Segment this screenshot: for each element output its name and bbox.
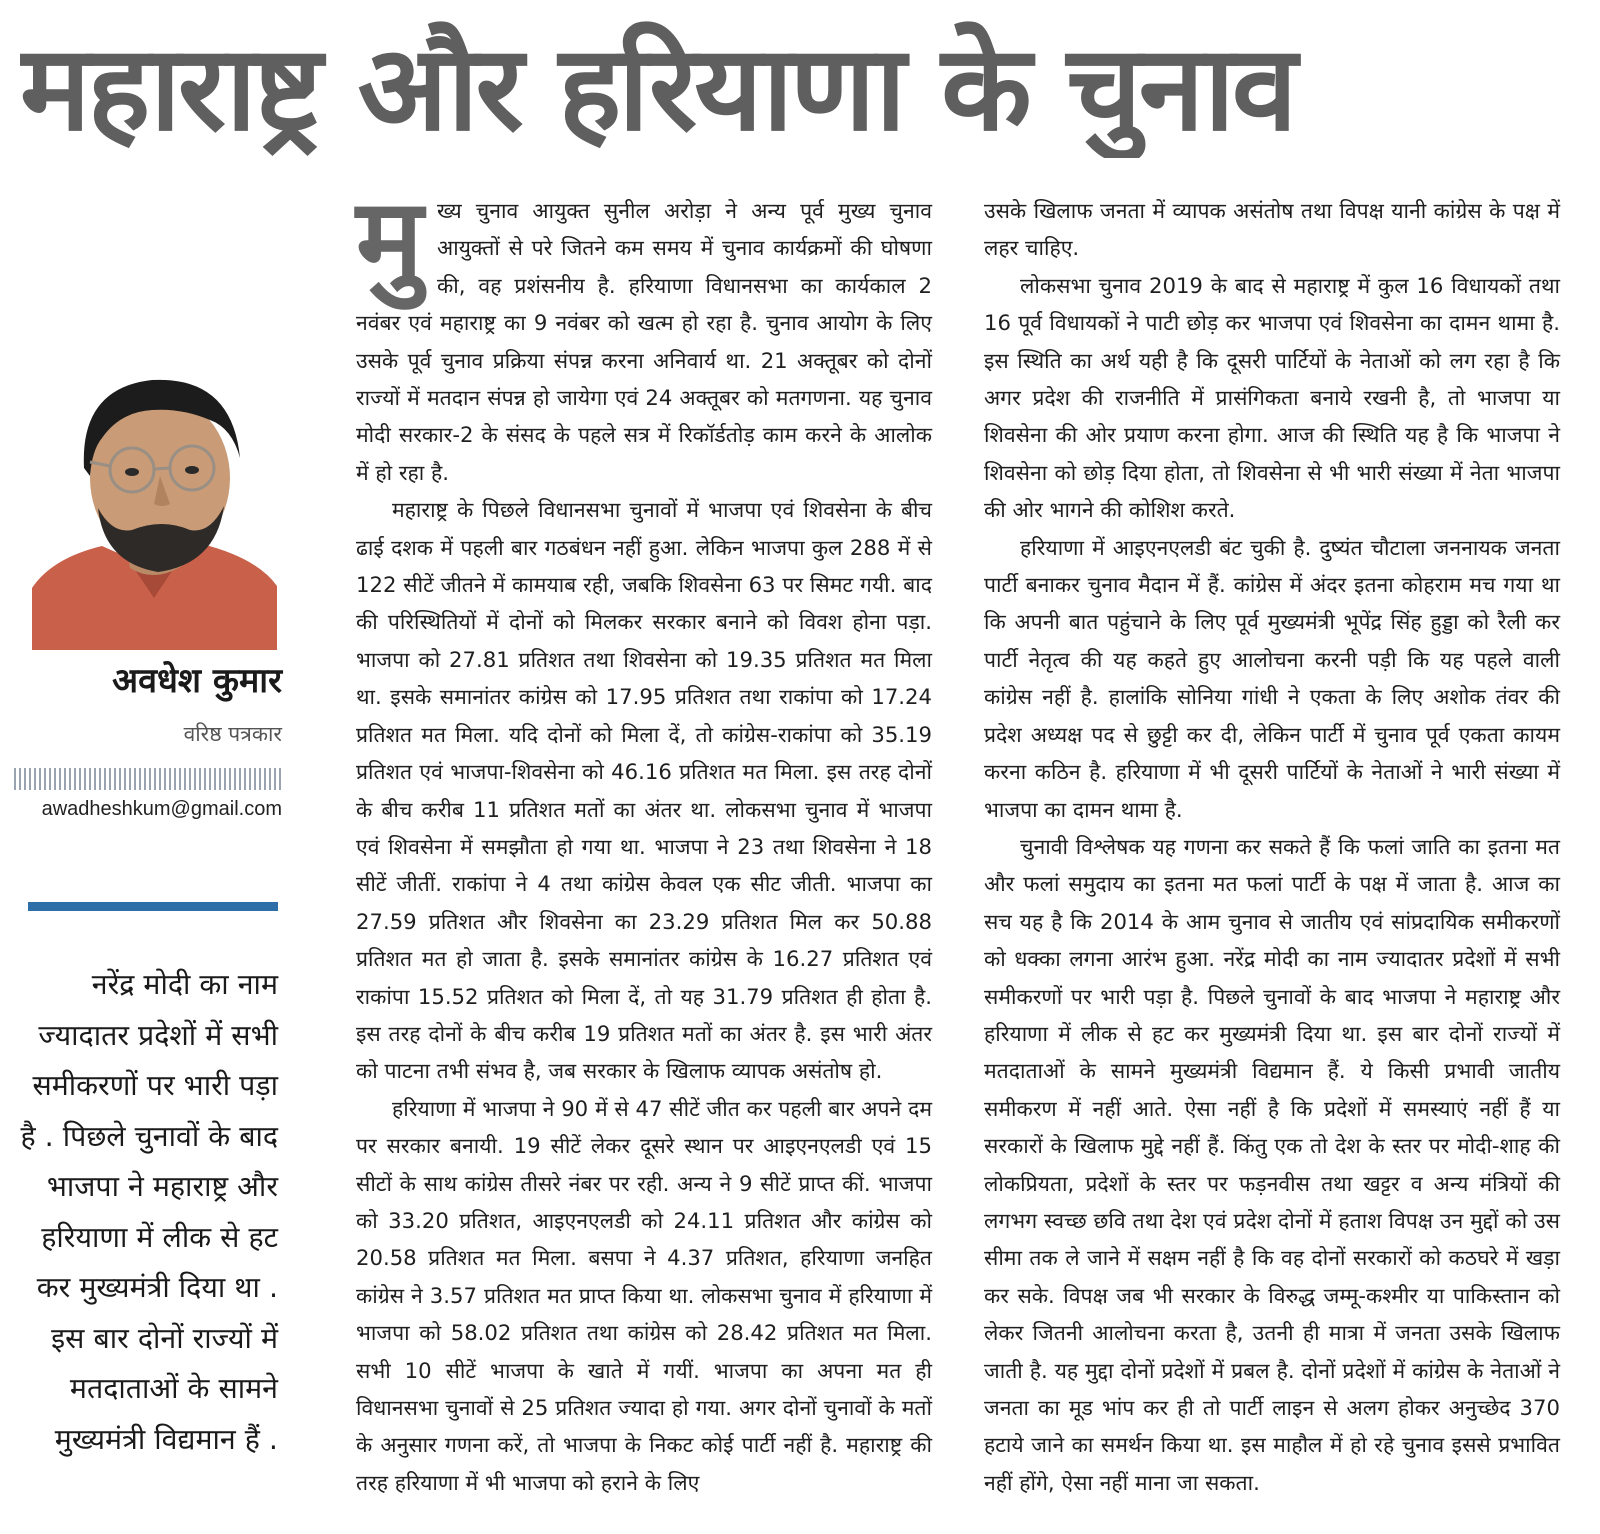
article-column-2: [984, 192, 1560, 1501]
author-photo: [32, 358, 277, 650]
paragraph-3: हरियाणा में भाजपा ने 90 में से 47 सीटें जीत कर पहली बार अपने दम पर सरकार बनायी. 19 सीटें लेकर दूसरे स्थान पर आइएनएलडी एवं 15 सीटों के साथ कांग्रेस तीसरे नंबर पर रही. अन्य ने 9 सीटें प्राप्त कीं. भाजपा को 33.20 प्रतिशत, आइएनएलडी को 24.11 प्रतिशत और कांग्रेस को 20.58 प्रतिशत मत मिला. बसपा ने 4.37 प्रतिशत, हरियाणा जनहित कांग्रेस ने 3.57 प्रतिशत मत प्राप्त किया था. लोकसभा चुनाव में हरियाणा में भाजपा को 58.02 प्रतिशत तथा कांग्रेस को 28.42 प्रतिशत मत मिला. सभी 10 सीटें भाजपा के खाते में गयीं. भाजपा का अपना मत ही विधानसभा चुनावों से 25 प्रतिशत ज्यादा हो गया. अगर दोनों चुनावों के मतों के अनुसार गणना करें, तो भाजपा के निकट कोई पार्टी नहीं है. महाराष्ट्र की तरह हरियाणा में भी भाजपा को हराने के लिए: [356, 1095, 932, 1495]
paragraph-1-text: ख्य चुनाव आयुक्त सुनील अरोड़ा ने अन्य पूर्व मुख्य चुनाव आयुक्तों से परे जितने कम समय में चुनाव कार्यक्रमों की घोषणा की, वह प्रशंसनीय है. हरियाणा विधानसभा का कार्यकाल 2 नवंबर एवं महाराष्ट्र का 9 नवंबर को खत्म हो रहा है. चुनाव आयोग के लिए उसके पूर्व चुनाव प्रक्रिया संपन्न करना अनिवार्य था. 21 अक्तूबर को दोनों राज्यों में मतदान संपन्न हो जायेगा एवं 24 अक्तूबर को मतगणना. यह चुनाव मोदी सरकार-2 के संसद के पहले सत्र में रिकॉर्डतोड़ काम करने के आलोक में हो रहा है.: [356, 198, 932, 485]
divider-rule: [28, 902, 278, 911]
article-column-1: [356, 174, 932, 1501]
paragraph-7: चुनावी विश्लेषक यह गणना कर सकते हैं कि फलां जाति का इतना मत और फलां समुदाय का इतना मत फलां पार्टी के पक्ष में जाता है. आज का सच यह है कि 2014 के आम चुनाव से जातीय एवं सांप्रदायिक समीकरणों को धक्का लगना आरंभ हुआ. नरेंद्र मोदी का नाम ज्यादातर प्रदेशों में सभी समीकरणों पर भारी पड़ा है. पिछले चुनावों के बाद भाजपा ने महाराष्ट्र और हरियाणा में लीक से हट कर मुख्यमंत्री दिया था. इस बार दोनों राज्यों में मतदाताओं के सामने मुख्यमंत्री विद्यमान हैं. ये किसी प्रभावी जातीय समीकरण में नहीं आते. ऐसा नहीं है कि प्रदेशों में समस्याएं नहीं हैं या सरकारों के खिलाफ मुद्दे नहीं हैं. किंतु एक तो देश के स्तर पर मोदी-शाह की लोकप्रियता, प्रदेशों के स्तर पर फड़नवीस तथा खट्टर व अन्य मंत्रियों की लगभग स्वच्छ छवि तथा देश एवं प्रदेश दोनों में हताश विपक्ष उन मुद्दों को उस सीमा तक ले जाने में सक्षम नहीं है कि वह दोनों सरकारों को कठघरे में खड़ा कर सके. विपक्ष जब भी सरकार के विरुद्ध जम्मू-कश्मीर या पाकिस्तान को लेकर जितनी आलोचना करता है, उतनी ही मात्रा में जनता उसके खिलाफ जाती है. यह मुद्दा दोनों प्रदेशों में प्रबल है. दोनों प्रदेशों में कांग्रेस के नेताओं ने जनता का मूड भांप कर ही तो पार्टी लाइन से अलग होकर अनुच्छेद 370 हटाये जाने का समर्थन किया था. इस माहौल में हो रहे चुनाव इससे प्रभावित नहीं होंगे, ऐसा नहीं माना जा सकता.: [984, 833, 1560, 1495]
author-name: अवधेश कुमार: [112, 661, 282, 701]
paragraph-5: लोकसभा चुनाव 2019 के बाद से महाराष्ट्र में कुल 16 विधायकों तथा 16 पूर्व विधायकों ने पाटी छोड़ कर भाजपा एवं शिवसेना का दामन थामा है. इस स्थिति का अर्थ यही है कि दूसरी पार्टियों के नेताओं को लग रहा है कि अगर प्रदेश की राजनीति में प्रासंगिकता बनाये रखनी है, तो भाजपा या शिवसेना की ओर प्रयाण करना होगा. आज की स्थिति यह है कि भाजपा ने शिवसेना को छोड़ दिया होता, तो शिवसेना से भी भारी संख्या में नेता भाजपा की ओर भागने की कोशिश करते.: [984, 272, 1560, 523]
author-sidebar: [0, 340, 290, 1530]
author-portrait-illustration: [32, 358, 277, 650]
paragraph-4: उसके खिलाफ जनता में व्यापक असंतोष तथा विपक्ष यानी कांग्रेस के पक्ष में लहर चाहिए.: [984, 198, 1560, 261]
author-email: awadheshkum@gmail.com: [41, 798, 282, 820]
paragraph-2: महाराष्ट्र के पिछले विधानसभा चुनावों में भाजपा एवं शिवसेना के बीच ढाई दशक में पहली बार गठबंधन नहीं हुआ. लेकिन भाजपा कुल 288 में से 122 सीटें जीतने में कामयाब रही, जबकि शिवसेना 63 पर सिमट गयी. बाद की परिस्थितियों में दोनों को मिलकर सरकार बनाने को विवश होना पड़ा. भाजपा को 27.81 प्रतिशत तथा शिवसेना को 19.35 प्रतिशत मत मिला था. इसके समानांतर कांग्रेस को 17.95 प्रतिशत तथा राकांपा को 17.24 प्रतिशत मत मिला. यदि दोनों को मिला दें, तो कांग्रेस-राकांपा को 35.19 प्रतिशत एवं भाजपा-शिवसेना को 46.16 प्रतिशत मत मिला. इस तरह दोनों के बीच करीब 11 प्रतिशत मतों का अंतर था. लोकसभा चुनाव में भाजपा एवं शिवसेना में समझौता हो गया था. भाजपा ने 23 तथा शिवसेना ने 18 सीटें जीतीं. राकांपा ने 4 तथा कांग्रेस केवल एक सीट जीती. भाजपा का 27.59 प्रतिशत और शिवसेना का 23.29 प्रतिशत मिल कर 50.88 प्रतिशत मत हो जाता है. इसके समानांतर कांग्रेस के 16.27 प्रतिशत एवं राकांपा 15.52 प्रतिशत को मिला दें, तो यह 31.79 प्रतिशत ही होता है. इस तरह दोनों के बीच करीब 19 प्रतिशत मतों का अंतर है. इस भारी अंतर को पाटना तभी संभव है, जब सरकार के खिलाफ व्यापक असंतोष हो.: [356, 497, 932, 1084]
paragraph-6: हरियाणा में आइएनएलडी बंट चुकी है. दुष्यंत चौटाला जननायक जनता पार्टी बनाकर चुनाव मैदान में हैं. कांग्रेस में अंदर इतना कोहराम मच गया था कि अपनी बात पहुंचाने के लिए पूर्व मुख्यमंत्री भूपेंद्र सिंह हुड्डा को रैली कर पार्टी नेतृत्व की यह कहते हुए आलोचना करनी पड़ी कि यह पहले वाली कांग्रेस नहीं है. हालांकि सोनिया गांधी ने एकता के लिए अशोक तंवर की प्रदेश अध्यक्ष पद से छुट्टी कर दी, लेकिन पार्टी में चुनाव पूर्व एकता कायम करना कठिन है. हरियाणा में भी दूसरी पार्टियों के नेताओं ने भारी संख्या में भाजपा का दामन थामा है.: [984, 534, 1560, 822]
paragraph-1: [356, 174, 932, 491]
pull-quote: नरेंद्र मोदी का नाम ज्यादातर प्रदेशों में सभी समीकरणों पर भारी पड़ा है . पिछले चुनावों के बाद भाजपा ने महाराष्ट्र और हरियाणा में लीक से हट कर मुख्यमंत्री दिया था . इस बार दोनों राज्यों में मतदाताओं के सामने मुख्यमंत्री विद्यमान हैं .: [20, 968, 278, 1456]
decorative-barcode-strip: [14, 768, 282, 790]
author-designation: वरिष्ठ पत्रकार: [183, 722, 282, 746]
drop-cap: मु: [356, 174, 423, 305]
headline: महाराष्ट्र और हरियाणा के चुनाव: [20, 19, 1295, 157]
